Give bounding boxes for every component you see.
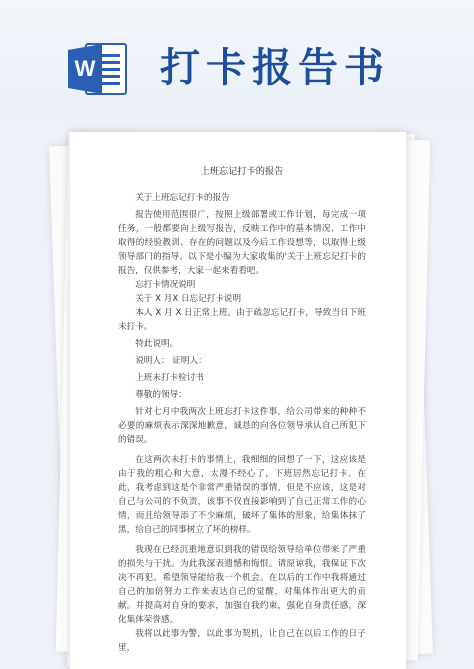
paragraph-reflection: 在这两次未打卡的事情上，我细细的回想了一下，这应该是由于我的粗心和大意，太漫不经心了，下班居然忘记打卡。在此，我考虑到这是个非常严重错误的事情，但是不应该，这是对自己与公司的不负责，该事不仅直接影响到了自己正常工作的心情，而且给领导添了不少麻烦，破坏了集体的形象，给集体抹了黑，给自己的同事树立了坏的榜样。 <box>118 455 366 535</box>
paragraph-commitment: 我现在已经沉重地意识到我的错误给领导给单位带来了严重的损失与干扰。为此我深表遗憾和悔恨。请原谅我，我保证下次决不再犯。希望领导能给我一个机会。在以后的工作中我将通过自己的加倍努力工作来表达自己的觉醒，对集体作出更大的贡献。并提高对自身的要求，加强自我约束，强化自身责任感，深化集体荣誉感。 <box>118 545 366 625</box>
paragraph-letter-title: 上班未打卡检讨书 <box>135 373 204 383</box>
paragraph-intro: 报告使用范围很广，按照上级部署或工作计划，每完成一项任务，一般都要向上级写报告，反映工作中的基本情况、工作中取得的经验教训、存在的问题以及今后工作设想等，以取得上级领导部门的指导。以下是小编为大家收集的'关于上班忘记打卡的报告，仅供参考，大家一起来看看吧。 <box>118 210 366 276</box>
paragraph-conclusion: 我将以此事为警，以此事为契机，让自己在以后工作的日子里， <box>118 629 366 653</box>
document-body <box>118 165 366 655</box>
paragraph-closing: 特此说明。 <box>135 339 179 349</box>
document-title: 上班忘记打卡的报告 <box>200 166 284 177</box>
paragraph-heading: 关于上班忘记打卡的报告 <box>135 193 230 203</box>
paragraph-apology: 针对七月中我两次上班忘打卡这件事，给公司带来的种种不必要的麻烦表示深深地歉意，诚恳的向各位领导承认自己所犯下的错误。 <box>118 407 366 445</box>
paragraph-salutation: 尊敬的领导： <box>135 390 187 400</box>
paragraph-statement: 本人 X 月 X 日正常上班，由于疏忽忘记打卡，导致当日下班未打卡。 <box>118 308 366 332</box>
page-title: 打卡报告书 <box>160 44 390 91</box>
word-logo-letter: W <box>74 56 96 81</box>
paragraph-section-heading: 忘打卡情况说明 <box>135 280 196 290</box>
paragraph-subject: 关于 X 月X 日忘记打卡说明 <box>135 294 242 304</box>
paragraph-signatures: 说明人： 证明人： <box>135 356 207 366</box>
word-document-icon <box>66 40 130 98</box>
